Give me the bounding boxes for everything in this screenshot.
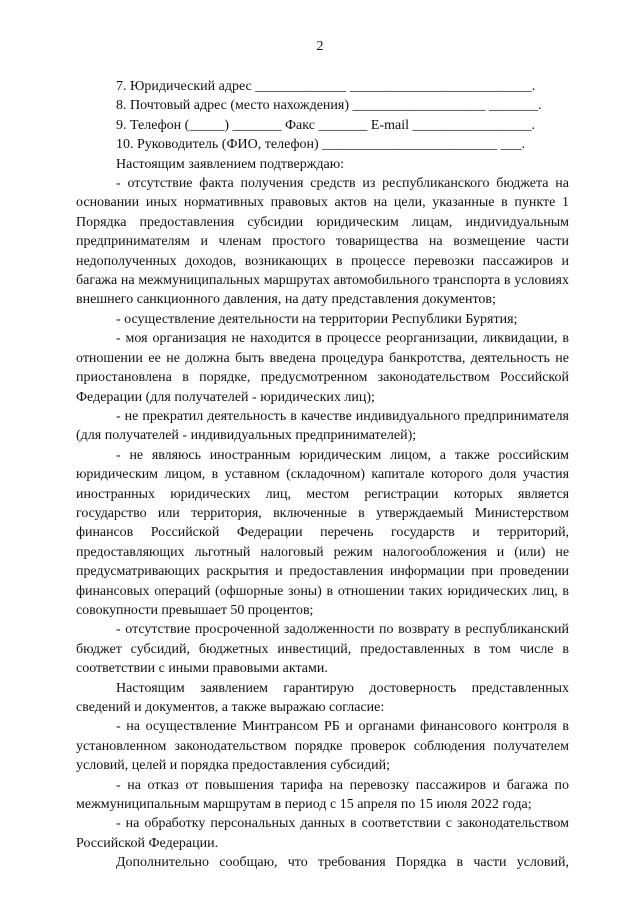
paragraph-no-overdue-debt: - отсутствие просроченной задолженности по возврату в республиканский бюджет субсидий, бюджетных инвестиций, предоставленных в том числе в соответствии с иными правовыми актами. xyxy=(76,622,569,677)
field-director: 10. Руководитель (ФИО, телефон) _________________________ ___. xyxy=(116,137,526,153)
paragraph-additional-info: Дополнительно сообщаю, что требования Порядка в части условий, xyxy=(116,855,569,871)
paragraph-activity-territory: - осуществление деятельности на территории Республики Бурятия; xyxy=(116,311,518,327)
paragraph-confirm-intro: Настоящим заявлением подтверждаю: xyxy=(116,156,345,172)
paragraph-consent-tariff: - на отказ от повышения тарифа на перевозку пассажиров и багажа по межмуниципальным маршрутам в период с 15 апреля по 15 июля 2022 года; xyxy=(76,777,569,813)
paragraph-not-foreign-entity: - не являюсь иностранным юридическим лицом, а также российским юридическим лицом, в уставном (складочном) капитале которого доля участия иностранных юридических лиц, местом регистрации которых является государство или территория, включенные в утверждаемый Министерством финансов Российской Федерации перечень государств и территорий, предоставляющих льготный налоговый режим налогообложения и (или) не предусматривающих раскрытия и предоставления информации при проведении финансовых операций (офшорные зоны) в отношении таких юридических лиц, в совокупности превышает 50 процентов; xyxy=(76,447,569,618)
paragraph-no-funds-received: - отсутствие факта получения средств из республиканского бюджета на основании иных нормативных правовых актов на цели, указанные в пункте 1 Порядка предоставления субсидии юридическим лицам, индиvидуальным предпринимателям и членам простого товарищества на возмещение части недополученных доходов, возникающих в процессе перевозки пассажиров и багажа на межмуниципальных маршрутах автомобильного транспорта в условиях внешнего санкционного давления, на дату представления документов; xyxy=(76,176,569,308)
paragraph-consent-personal-data: - на обработку персональных данных в соответствии с законодательством Российской Федерации. xyxy=(76,816,569,851)
page-number: 2 xyxy=(316,39,324,54)
field-postal-address: 8. Почтовый адрес (место нахождения) ___________________ _______. xyxy=(116,98,542,114)
paragraph-entrepreneur-active: - не прекратил деятельность в качестве индивидуального предпринимателя (для получателей - индивидуальных предпринимателей); xyxy=(76,408,569,444)
paragraph-no-reorganization: - моя организация не находится в процессе реорганизации, ликвидации, в отношении ее не должна быть введена процедура банкротства, деятельность не приостановлена в порядке, предусмотренном законодательством Российской Федерации (для получателей - юридических лиц); xyxy=(76,331,569,405)
paragraph-consent-inspections: - на осуществление Минтрансом РБ и органами финансового контроля в установленном законодательством порядке проверок соблюдения получателем условий, целей и порядка предоставления субсидий; xyxy=(76,719,569,774)
paragraph-guarantee-intro: Настоящим заявлением гарантирую достоверность представленных сведений и документов, а также выражаю согласие: xyxy=(76,680,569,715)
field-legal-address: 7. Юридический адрес _____________ __________________________. xyxy=(116,79,536,94)
field-phone-fax-email: 9. Телефон (_____) _______ Факс _______ E-mail _________________. xyxy=(116,117,536,133)
document-body xyxy=(76,77,569,873)
